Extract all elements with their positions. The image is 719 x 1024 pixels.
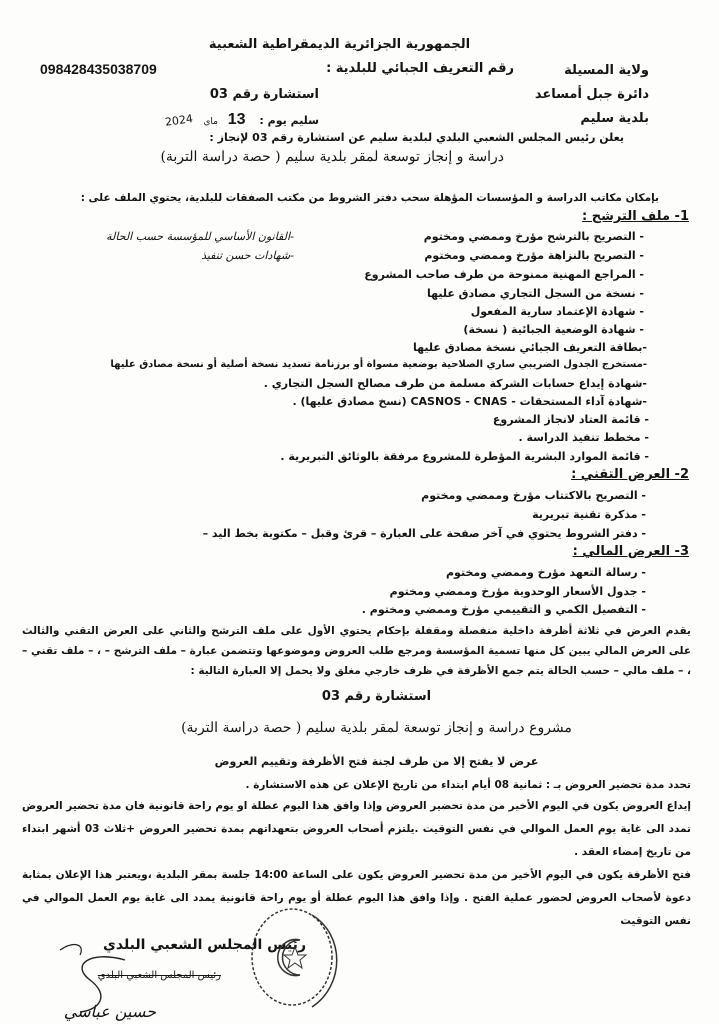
envelope-project: مشروع دراسة و إنجاز توسعة لمقر بلدية سليم ( حصة دراسة التربة) <box>181 720 572 736</box>
envelope-notice: عرض لا يفتح إلا من طرف لجنة فتح الأظرفة وتقييم العروض <box>214 755 539 768</box>
handwritten-title: رئيس المجلس الشعبي البلدي <box>97 970 221 981</box>
list-item: - مخطط تنفيذ الدراسة . <box>518 431 649 444</box>
list-item: - المراجع المهنية ممنوحة من طرف صاحب المشروع <box>364 268 644 281</box>
list-item: - شهادة الإعتماد سارية المفعول <box>470 305 644 318</box>
signature-title: رئيس المجلس الشعبي البلدي <box>103 937 306 953</box>
envelope-paragraph: يقدم العرض في ثلاثة أظرفة داخلية منفصلة ومقفلة بإحكام يحتوي الأول على ملف الترشح والثاني على العرض التقني والثالث على العرض المالي يبين كل منها تسمية المؤسسة ومرجع طلب العروض وموضوعها وتتضمن عبارة – ملف الترشح – ، – ملف تقني – ، – ملف مالي – حسب الحالة يتم جمع الأظرفة في ظرف خارجي مغلق ولا يحمل إلا العبارة التالية : <box>22 625 691 677</box>
list-item: - نسخة من السجل التجاري مصادق عليها <box>426 287 644 300</box>
announcement: يعلن رئيس المجلس الشعبي البلدي لبلدية سليم عن استشارة رقم 03 لإنجاز : <box>209 131 624 144</box>
consultation-number: استشارة رقم 03 <box>209 87 319 102</box>
term-deposit: إيداع العروض يكون في اليوم الأخير من مدة تحضير العروض وإذا وافق هذا اليوم عطلة او يوم راحة قانونية فان مدة تحضير العروض تمدد الى غاية يوم العمل الموالي في نفس التوقيت .يلتزم أصحاب العروض بتعهداتهم بمدة تحضير العروض +ثلاث 03 أشهر ابتداء من تاريخ إمضاء العقد . <box>22 800 692 858</box>
term-opening: فتح الأظرفة يكون في اليوم الأخير من مدة تحضير العروض يكون على الساعة 14:00 جلسة بمقر البلدية ،ويعتبر هذا الإعلان بمثابة دعوة لأصحاب العروض لحضور عملية الفتح . وإذا وافق هذا اليوم عطلة أو يوم راحة قانونية يمدد الى غاية يوم العمل الموالي في نفس التوقيت <box>22 869 691 927</box>
section2-title: 2- العرض التقني : <box>571 467 689 482</box>
tax-id-label: رقم التعريف الجبائي للبلدية : <box>326 61 514 76</box>
signature-name: حسين عباسي <box>63 1002 156 1021</box>
date-year: 2024 <box>164 112 195 129</box>
section1-title: 1- ملف الترشح : <box>582 209 689 224</box>
list-item: - جدول الأسعار الوحدوية مؤرخ وممضي ومختوم <box>389 585 646 598</box>
list-item: - قائمة العتاد لانجاز المشروع <box>492 413 649 426</box>
list-item: -بطاقة التعريف الجبائي نسخة مصادق عليها <box>412 341 647 354</box>
list-item: - التفصيل الكمي و التقييمي مؤرخ وممضي ومختوم . <box>361 603 646 616</box>
list-item: - التصريح بالنزاهة مؤرخ وممضي ومختوم <box>424 249 644 262</box>
date-label: سليم يوم : <box>259 114 319 127</box>
wilaya-name: ولاية المسيلة <box>564 63 649 78</box>
list-item: - التصريح بالترشح مؤرخ وممضي ومختوم <box>423 230 644 243</box>
term-duration: تحدد مدة تحضير العروض بـ : ثمانية 08 أيام ابتداء من تاريخ الإعلان عن هذه الاستشارة . <box>245 779 691 791</box>
date-line <box>165 112 319 128</box>
envelope-consultation: استشارة رقم 03 <box>321 689 432 704</box>
list-item: - التصريح بالاكتتاب مؤرخ وممضي ومختوم <box>421 489 646 502</box>
side-item: -شهادات حسن تنفيذ <box>201 249 294 262</box>
list-item: -شهادة آداء المستحقات - CASNOS - CNAS (نسخ مصادق عليها) . <box>292 395 647 408</box>
availability-text: بإمكان مكاتب الدراسة و المؤسسات المؤهلة سحب دفتر الشروط من مكتب الصفقات للبلدية، يحتوي الملف على : <box>80 192 659 204</box>
list-item: - رسالة التعهد مؤرخ وممضي ومختوم <box>446 566 646 579</box>
project-title: دراسة و إنجاز توسعة لمقر بلدية سليم ( حصة دراسة التربة) <box>160 149 504 165</box>
official-stamp <box>240 895 350 1015</box>
daira-name: دائرة جبل أمساعد <box>534 87 649 102</box>
tax-id-number: 098428435038709 <box>40 61 157 77</box>
list-item: - شهادة الوضعية الجبائية ( نسخة) <box>463 323 644 336</box>
list-item: - دفتر الشروط يحتوي في آخر صفحة على العبارة – قرئ وقبل – مكتوبة بخط اليد – <box>202 527 646 540</box>
baladia-name: بلدية سليم <box>580 111 649 126</box>
list-item: - مذكرة تقنية تبريرية <box>532 508 646 521</box>
side-item: -القانون الأساسي للمؤسسة حسب الحالة <box>106 230 294 243</box>
date-day: 13 <box>227 111 246 128</box>
list-item: - قائمة الموارد البشرية المؤطرة للمشروع مرفقة بالوثائق التبريرية . <box>280 450 649 463</box>
date-month: ماي <box>203 117 218 127</box>
section3-title: 3- العرض المالي : <box>572 544 689 559</box>
list-item: -شهادة إيداع حسابات الشركة مسلمة من طرف مصالح السجل التجاري . <box>263 377 647 390</box>
signature-scribble <box>30 920 140 1015</box>
list-item: -مستخرج الجدول الضريبي ساري الصلاحية بوضعية مسواة أو برزنامة تسديد نسخة أصلية أو نسخة مصادق عليها <box>110 359 647 370</box>
republic-heading: الجمهورية الجزائرية الديمقراطية الشعبية <box>208 37 471 52</box>
